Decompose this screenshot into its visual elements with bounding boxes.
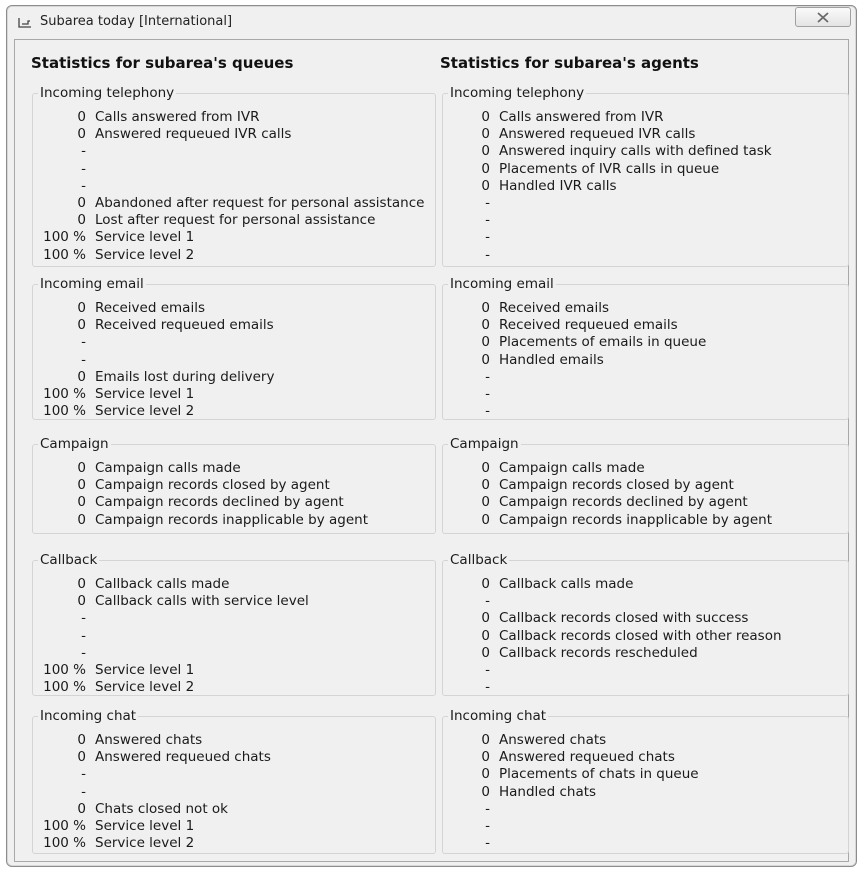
stat-row xyxy=(443,576,846,593)
stat-row xyxy=(33,161,433,178)
queues-group-incoming-chat xyxy=(32,708,436,854)
stat-value: - xyxy=(485,403,490,420)
stat-row xyxy=(33,628,433,645)
stat-label: Calls answered from IVR xyxy=(95,109,260,125)
stat-label: Received requeued emails xyxy=(499,317,678,334)
stat-row xyxy=(443,369,846,386)
stat-value: 0 xyxy=(481,732,490,748)
stat-label: Callback calls made xyxy=(95,576,230,592)
stat-label: Callback records closed with success xyxy=(499,610,749,627)
stat-value: 0 xyxy=(481,460,490,476)
stat-value: - xyxy=(81,766,86,783)
stat-row xyxy=(33,610,433,627)
stat-row xyxy=(33,576,433,593)
stat-row xyxy=(33,593,433,610)
stat-row xyxy=(33,679,433,696)
stat-value: 0 xyxy=(77,300,86,316)
queues-group-incoming-email xyxy=(32,276,436,420)
stat-label: Handled IVR calls xyxy=(499,177,617,194)
stat-row xyxy=(443,300,846,317)
stat-row xyxy=(33,386,433,403)
stat-value: - xyxy=(81,610,86,627)
stat-label: Callback records rescheduled xyxy=(499,644,698,661)
stat-value: - xyxy=(485,386,490,402)
statistics-panel xyxy=(14,39,849,862)
stat-value: 0 xyxy=(481,783,490,800)
stat-row xyxy=(33,143,433,160)
stat-label: Calls answered from IVR xyxy=(499,109,664,125)
stat-label: Service level 1 xyxy=(95,662,195,678)
stat-row xyxy=(33,477,433,494)
stat-row xyxy=(33,300,433,317)
stat-value: 0 xyxy=(77,317,86,334)
stat-value: 0 xyxy=(77,749,86,766)
stat-value: 0 xyxy=(77,460,86,476)
stat-label: Handled chats xyxy=(499,783,597,800)
stat-label: Emails lost during delivery xyxy=(95,368,275,385)
group-title: Callback xyxy=(40,552,98,568)
agents-group-incoming-telephony xyxy=(442,85,849,267)
stat-row xyxy=(443,195,846,212)
stat-row xyxy=(443,109,846,126)
stat-value: 100 % xyxy=(43,662,86,678)
group-title: Callback xyxy=(450,552,508,568)
stat-value: 0 xyxy=(481,351,490,368)
stat-value: - xyxy=(81,334,86,351)
stat-label: Service level 1 xyxy=(95,386,195,402)
stat-value: 0 xyxy=(481,317,490,334)
stat-value: - xyxy=(485,229,490,246)
stat-row xyxy=(443,403,846,420)
stat-row xyxy=(33,369,433,386)
stat-row xyxy=(33,212,433,229)
stat-row xyxy=(33,512,433,529)
stat-row xyxy=(443,317,846,334)
stat-row xyxy=(33,818,433,835)
stat-label: Service level 2 xyxy=(95,403,195,420)
stat-row xyxy=(33,247,433,264)
queues-header: Statistics for subarea's queues xyxy=(31,54,294,72)
stat-value: - xyxy=(81,143,86,160)
stat-row xyxy=(33,334,433,351)
stat-row xyxy=(33,749,433,766)
stat-value: 0 xyxy=(481,334,490,351)
agents-header: Statistics for subarea's agents xyxy=(440,54,699,72)
window-title: Subarea today [International] xyxy=(40,14,233,29)
group-title: Incoming chat xyxy=(40,708,137,724)
stat-label: Placements of emails in queue xyxy=(499,334,707,351)
stat-value: - xyxy=(485,195,490,211)
stat-row xyxy=(443,662,846,679)
stat-row xyxy=(443,784,846,801)
subarea-window xyxy=(6,5,857,867)
stat-label: Callback calls made xyxy=(499,576,634,592)
stat-value: - xyxy=(485,679,490,696)
stat-label: Campaign calls made xyxy=(499,460,645,476)
close-x-icon xyxy=(817,12,829,23)
queues-group-callback xyxy=(32,552,436,696)
stat-label: Answered inquiry calls with defined task xyxy=(499,143,772,160)
stat-value: 0 xyxy=(481,766,490,783)
stat-value: 0 xyxy=(481,511,490,528)
stat-value: 0 xyxy=(77,593,86,610)
stat-value: 0 xyxy=(77,109,86,125)
stat-value: - xyxy=(81,783,86,800)
stat-label: Service level 2 xyxy=(95,679,195,696)
stat-value: - xyxy=(81,177,86,194)
stat-label: Received emails xyxy=(499,300,609,316)
stat-value: - xyxy=(485,662,490,678)
stat-value: 0 xyxy=(481,300,490,316)
stat-label: Answered chats xyxy=(499,732,607,748)
stat-value: 0 xyxy=(77,800,86,817)
stat-row xyxy=(33,801,433,818)
agents-group-campaign xyxy=(442,436,849,534)
stat-label: Service level 1 xyxy=(95,818,195,834)
stat-value: - xyxy=(485,593,490,610)
stat-label: Chats closed not ok xyxy=(95,800,228,817)
group-title: Incoming email xyxy=(40,276,144,292)
stat-label: Campaign records declined by agent xyxy=(499,494,748,511)
stat-row xyxy=(33,178,433,195)
stat-row xyxy=(443,732,846,749)
stat-value: 0 xyxy=(481,177,490,194)
stat-value: - xyxy=(485,246,490,263)
stat-value: - xyxy=(485,835,490,852)
stat-value: 0 xyxy=(77,576,86,592)
stat-row xyxy=(443,512,846,529)
stat-row xyxy=(443,593,846,610)
stat-label: Received requeued emails xyxy=(95,317,274,334)
stat-row xyxy=(443,610,846,627)
group-title: Incoming telephony xyxy=(40,85,175,101)
stat-row xyxy=(33,126,433,143)
stat-label: Campaign records inapplicable by agent xyxy=(95,511,368,528)
agents-group-incoming-chat xyxy=(442,708,849,854)
stat-row xyxy=(33,229,433,246)
stat-row xyxy=(443,247,846,264)
stat-value: 100 % xyxy=(43,229,86,246)
stat-row xyxy=(443,679,846,696)
stat-value: 0 xyxy=(481,109,490,125)
stat-value: 0 xyxy=(77,368,86,385)
queues-group-campaign xyxy=(32,436,436,534)
stat-row xyxy=(443,818,846,835)
stat-row xyxy=(443,229,846,246)
stat-row xyxy=(443,628,846,645)
stat-row xyxy=(33,645,433,662)
stat-row xyxy=(33,403,433,420)
stat-row xyxy=(33,352,433,369)
stat-value: 100 % xyxy=(43,386,86,402)
stat-row xyxy=(443,212,846,229)
stat-row xyxy=(443,161,846,178)
stat-value: 0 xyxy=(481,644,490,661)
stat-row xyxy=(33,784,433,801)
stat-label: Campaign records closed by agent xyxy=(499,477,734,494)
stat-label: Placements of chats in queue xyxy=(499,766,699,783)
stat-row xyxy=(443,352,846,369)
stat-label: Callback calls with service level xyxy=(95,593,309,610)
window-app-icon xyxy=(17,15,33,29)
stat-label: Campaign records declined by agent xyxy=(95,494,344,511)
stat-row xyxy=(443,178,846,195)
stat-value: 0 xyxy=(481,749,490,766)
stat-label: Campaign calls made xyxy=(95,460,241,476)
stat-value: 0 xyxy=(77,212,86,229)
stat-row xyxy=(33,732,433,749)
stat-value: 0 xyxy=(481,160,490,177)
stat-value: - xyxy=(485,818,490,834)
group-title: Campaign xyxy=(450,436,519,452)
stat-row xyxy=(443,460,846,477)
stat-value: 0 xyxy=(481,576,490,592)
stat-label: Handled emails xyxy=(499,351,604,368)
stat-value: - xyxy=(485,368,490,385)
stat-row xyxy=(33,109,433,126)
stat-row xyxy=(443,126,846,143)
stat-value: 0 xyxy=(77,511,86,528)
close-button[interactable] xyxy=(795,7,851,27)
stat-label: Abandoned after request for personal assistance xyxy=(95,195,425,211)
queues-group-incoming-telephony xyxy=(32,85,436,267)
stat-row xyxy=(443,645,846,662)
stat-row xyxy=(443,477,846,494)
group-title: Incoming email xyxy=(450,276,554,292)
stat-value: 0 xyxy=(77,732,86,748)
agents-group-callback xyxy=(442,552,849,696)
stat-row xyxy=(443,749,846,766)
stat-row xyxy=(33,662,433,679)
stat-value: 100 % xyxy=(43,246,86,263)
stat-label: Callback records closed with other reason xyxy=(499,627,782,644)
stat-value: 0 xyxy=(77,494,86,511)
stat-label: Lost after request for personal assistance xyxy=(95,212,376,229)
stat-label: Received emails xyxy=(95,300,205,316)
stat-label: Placements of IVR calls in queue xyxy=(499,160,720,177)
stat-row xyxy=(33,766,433,783)
stat-label: Answered chats xyxy=(95,732,203,748)
title-bar[interactable] xyxy=(7,6,856,38)
stat-value: - xyxy=(81,351,86,368)
stat-row xyxy=(33,835,433,852)
stat-row xyxy=(443,494,846,511)
stat-label: Campaign records closed by agent xyxy=(95,477,330,494)
group-title: Incoming chat xyxy=(450,708,547,724)
agents-group-incoming-email xyxy=(442,276,849,420)
stat-value: - xyxy=(485,800,490,817)
stat-row xyxy=(443,334,846,351)
stat-label: Campaign records inapplicable by agent xyxy=(499,511,772,528)
stat-label: Answered requeued IVR calls xyxy=(499,126,696,143)
stat-label: Service level 2 xyxy=(95,246,195,263)
stat-row xyxy=(33,317,433,334)
stat-label: Answered requeued IVR calls xyxy=(95,126,292,143)
stat-label: Answered requeued chats xyxy=(95,749,271,766)
stat-value: 100 % xyxy=(43,679,86,696)
stat-row xyxy=(443,766,846,783)
stat-row xyxy=(33,494,433,511)
stat-value: - xyxy=(81,627,86,644)
stat-value: 0 xyxy=(481,494,490,511)
stat-value: - xyxy=(485,212,490,229)
stat-row xyxy=(443,386,846,403)
stat-row xyxy=(443,835,846,852)
stat-value: 0 xyxy=(77,126,86,143)
stat-label: Answered requeued chats xyxy=(499,749,675,766)
stat-value: - xyxy=(81,644,86,661)
stat-value: 100 % xyxy=(43,403,86,420)
stat-value: 0 xyxy=(77,477,86,494)
stat-row xyxy=(443,143,846,160)
group-title: Incoming telephony xyxy=(450,85,585,101)
stat-value: 0 xyxy=(77,195,86,211)
group-title: Campaign xyxy=(40,436,109,452)
stat-row xyxy=(443,801,846,818)
stat-value: 100 % xyxy=(43,835,86,852)
stat-row xyxy=(33,195,433,212)
stat-value: 0 xyxy=(481,627,490,644)
stat-value: 100 % xyxy=(43,818,86,834)
stat-value: 0 xyxy=(481,143,490,160)
stat-row xyxy=(33,460,433,477)
stat-value: 0 xyxy=(481,610,490,627)
stat-value: - xyxy=(81,160,86,177)
stat-label: Service level 2 xyxy=(95,835,195,852)
stat-label: Service level 1 xyxy=(95,229,195,246)
stat-value: 0 xyxy=(481,477,490,494)
stat-value: 0 xyxy=(481,126,490,143)
